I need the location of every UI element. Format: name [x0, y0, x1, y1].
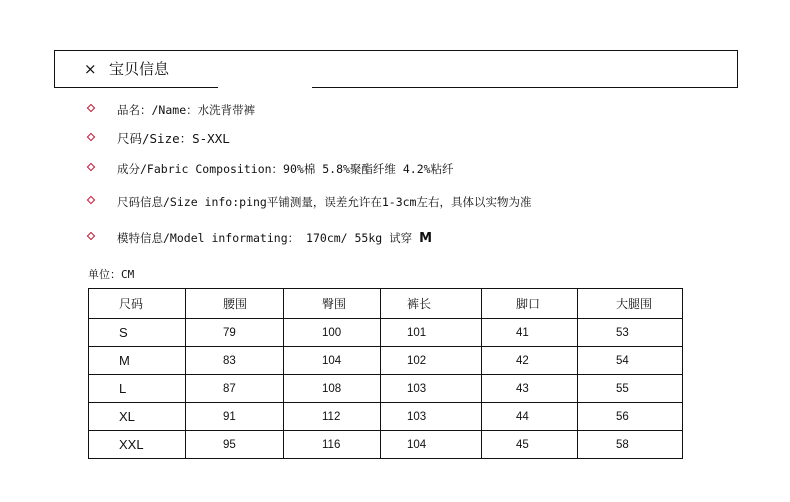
table-cell: 58: [578, 431, 683, 459]
table-cell: 91: [186, 403, 284, 431]
table-row: [89, 319, 683, 347]
info-text: 成分/Fabric Composition：90%棉 5.8%聚酯纤维 4.2%粘纤: [117, 162, 454, 176]
table-cell: 79: [186, 319, 284, 347]
table-row: [89, 375, 683, 403]
diamond-bullet-icon: [87, 163, 95, 171]
table-row: [89, 403, 683, 431]
info-text: 尺码/Size：S-XXL: [117, 131, 230, 146]
table-cell: 103: [381, 375, 482, 403]
table-cell: 104: [381, 431, 482, 459]
table-cell: 104: [284, 347, 381, 375]
table-cell: 116: [284, 431, 381, 459]
diamond-bullet-icon: [87, 133, 95, 141]
table-cell: 54: [578, 347, 683, 375]
model-info-text: 模特信息/Model informating： 170cm/ 55kg 试穿: [117, 231, 420, 245]
table-cell: 101: [381, 319, 482, 347]
diamond-bullet-icon: [87, 104, 95, 112]
table-cell: XXL: [89, 431, 186, 459]
table-cell: 53: [578, 319, 683, 347]
table-cell: 112: [284, 403, 381, 431]
table-cell: 103: [381, 403, 482, 431]
info-text: 尺码信息/Size info:ping平铺测量，误差允许在1-3cm左右，具体以实物为准: [117, 195, 532, 209]
column-header: 裤长: [381, 289, 482, 319]
table-cell: 41: [482, 319, 578, 347]
column-header: 腰围: [186, 289, 284, 319]
column-header: 脚口: [482, 289, 578, 319]
table-cell: XL: [89, 403, 186, 431]
table-row: [89, 347, 683, 375]
table-cell: 43: [482, 375, 578, 403]
table-cell: 42: [482, 347, 578, 375]
diamond-bullet-icon: [87, 196, 95, 204]
model-size-emphasis: M: [419, 231, 432, 246]
table-cell: 83: [186, 347, 284, 375]
column-header: 臀围: [284, 289, 381, 319]
header-border-gap: [218, 86, 312, 90]
info-text: [117, 230, 432, 247]
table-cell: 87: [186, 375, 284, 403]
table-cell: 56: [578, 403, 683, 431]
section-title: 宝贝信息: [109, 60, 170, 78]
table-cell: M: [89, 347, 186, 375]
column-header: 尺码: [89, 289, 186, 319]
table-cell: 44: [482, 403, 578, 431]
table-cell: L: [89, 375, 186, 403]
table-cell: 102: [381, 347, 482, 375]
table-cell: S: [89, 319, 186, 347]
unit-label: 单位：CM: [88, 268, 135, 281]
close-icon[interactable]: ×: [84, 60, 97, 78]
column-header: 大腿围: [578, 289, 683, 319]
info-text: 品名：/Name：水洗背带裤: [117, 103, 256, 117]
table-cell: 95: [186, 431, 284, 459]
table-cell: 108: [284, 375, 381, 403]
table-cell: 100: [284, 319, 381, 347]
table-cell: 55: [578, 375, 683, 403]
table-header-row: [89, 289, 683, 319]
table-row: [89, 431, 683, 459]
size-table: [88, 288, 683, 459]
diamond-bullet-icon: [87, 232, 95, 240]
table-cell: 45: [482, 431, 578, 459]
